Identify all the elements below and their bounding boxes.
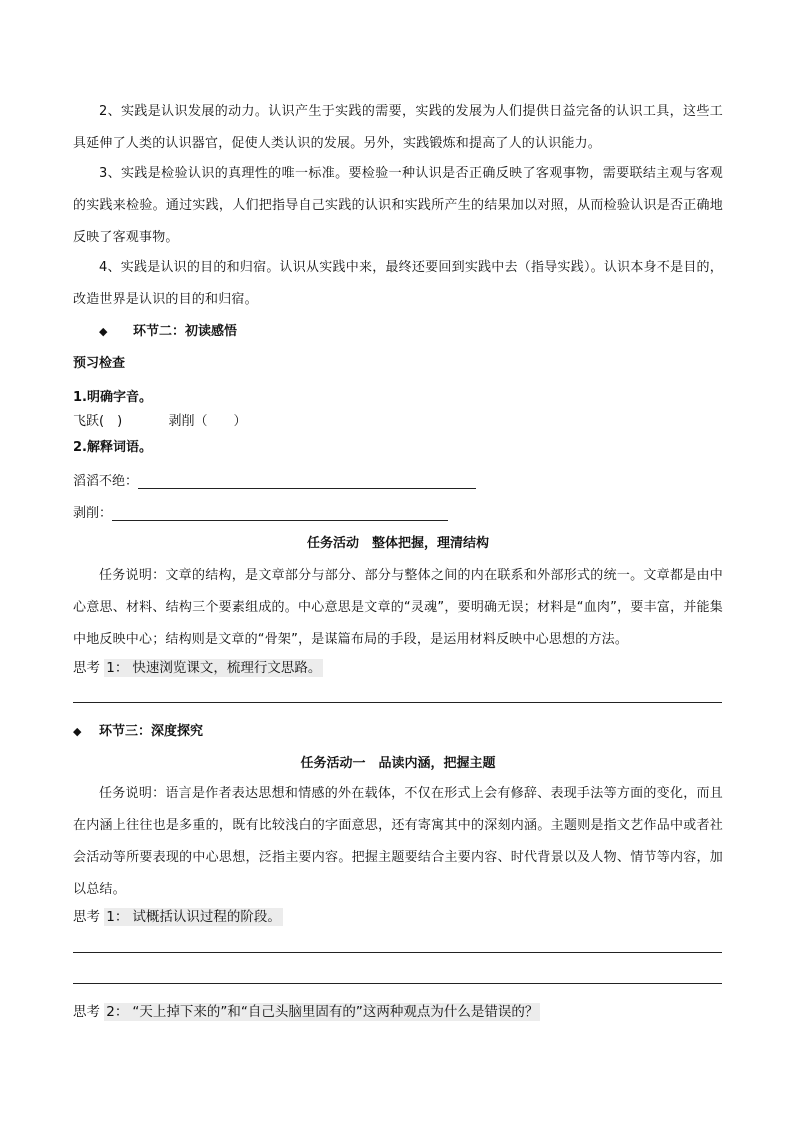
- pronunciation-word-1: 飞跃( ): [73, 414, 123, 429]
- paragraph-practice-purpose: 4、实践是认识的目的和归宿。认识从实践中来，最终还要回到实践中去（指导实践）。认识本身不是目的，改造世界是认识的目的和归宿。: [73, 260, 723, 307]
- definition-blank-2[interactable]: [112, 507, 448, 521]
- diamond-bullet-icon: ◆: [73, 725, 82, 738]
- think-question-2: [73, 905, 283, 925]
- answer-line-1[interactable]: [73, 702, 722, 703]
- definition-row-2: [73, 502, 448, 521]
- think-label: 思考: [73, 1004, 100, 1020]
- task-title-theme: 任务活动一 品读内涵，把握主题: [300, 756, 496, 771]
- definition-row-1: [73, 470, 476, 489]
- preview-item-definitions: 2.解释词语。: [73, 440, 152, 455]
- think-question-1: [73, 656, 323, 676]
- think-question-3: [73, 1000, 540, 1020]
- section-heading-3: [73, 720, 203, 739]
- paragraph-practice-driving-force: 2、实践是认识发展的动力。认识产生于实践的需要，实践的发展为人们提供日益完备的认识工具，这些工具延伸了人类的认识器官，促使人类认识的发展。另外，实践锻炼和提高了人的认识能力。: [73, 104, 723, 151]
- diamond-bullet-icon: ◆: [99, 325, 108, 338]
- paragraph-practice-truth-standard: 3、实践是检验认识的真理性的唯一标准。要检验一种认识是否正确反映了客观事物，需要联结主观与客观的实践来检验。通过实践，人们把指导自己实践的认识和实践所产生的结果加以对照，从而检验认识是否正确地反映了客观事物。: [73, 166, 723, 245]
- think-number: 2：: [106, 1004, 129, 1020]
- think-text: 快速浏览课文，梳理行文思路。: [132, 660, 322, 676]
- pronunciation-row: [73, 410, 246, 429]
- task-description-structure: 任务说明：文章的结构，是文章部分与部分、部分与整体之间的内在联系和外部形式的统一。文章都是由中心意思、材料、结构三个要素组成的。中心意思是文章的“灵魂”，要明确无误；材料是“血肉”，要丰富，并能集中地反映中心；结构则是文章的“骨架”，是谋篇布局的手段，是运用材料反映中心思想的方法。: [73, 568, 723, 647]
- answer-line-2[interactable]: [73, 952, 722, 953]
- think-number: 1：: [106, 909, 129, 925]
- answer-line-3[interactable]: [73, 983, 722, 984]
- section-title: 环节三：深度探究: [99, 724, 204, 739]
- think-label: 思考: [73, 909, 100, 925]
- task-title-structure: 任务活动 整体把握，理清结构: [306, 536, 489, 551]
- think-text: “天上掉下来的”和“自己头脑里固有的”这两种观点为什么是错误的？: [132, 1004, 539, 1020]
- think-number: 1：: [106, 660, 129, 676]
- definition-term-2: 剥削：: [73, 506, 113, 521]
- definition-term-1: 滔滔不绝：: [73, 474, 139, 489]
- preview-item-pronunciation: 1.明确字音。: [73, 390, 152, 405]
- think-text: 试概括认识过程的阶段。: [132, 909, 281, 925]
- section-heading-2: [99, 320, 237, 339]
- task-description-theme: 任务说明：语言是作者表达思想和情感的外在载体，不仅在形式上会有修辞、表现手法等方面的变化，而且在内涵上往往也是多重的，既有比较浅白的字面意思，还有寄寓其中的深刻内涵。主题则是指文艺作品中或者社会活动等所要表现的中心思想，泛指主要内容。把握主题要结合主要内容、时代背景以及人物、情节等内容，加以总结。: [73, 786, 723, 897]
- definition-blank-1[interactable]: [138, 475, 476, 489]
- think-label: 思考: [73, 660, 100, 676]
- pronunciation-word-2: 剥削（ ）: [168, 414, 247, 429]
- preview-heading: 预习检查: [73, 356, 126, 371]
- section-title: 环节二：初读感悟: [133, 324, 238, 339]
